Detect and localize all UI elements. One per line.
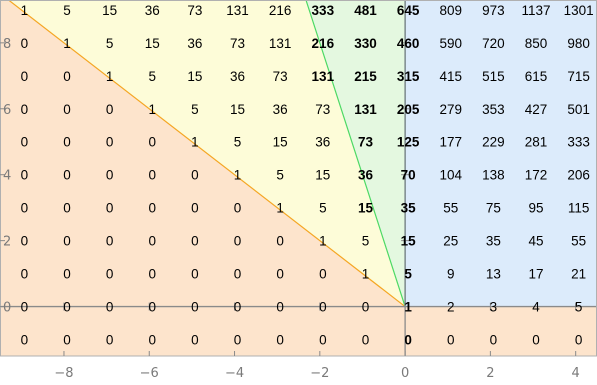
cell-value: 809 <box>439 2 463 18</box>
cell-value: 0 <box>63 134 71 150</box>
cell-value: 73 <box>315 101 331 117</box>
cell-value: 131 <box>268 35 292 51</box>
cell-value: 0 <box>105 332 114 348</box>
cell-value: 0 <box>20 332 29 348</box>
cell-value: 720 <box>482 35 505 51</box>
cell-value: 15 <box>272 134 288 150</box>
y-tick-label: 6 <box>3 102 12 118</box>
cell-value: 0 <box>276 299 284 315</box>
cell-value: 1 <box>361 266 370 282</box>
cell-value: 2 <box>446 299 455 315</box>
cell-value: 70 <box>400 167 416 183</box>
y-tick-label: 0 <box>3 300 12 316</box>
cell-value: 0 <box>319 266 327 282</box>
cell-value: 0 <box>20 101 29 117</box>
cell-value: 216 <box>311 35 335 51</box>
cell-value: 415 <box>439 68 463 84</box>
cell-value: 13 <box>485 266 501 282</box>
cell-value: 36 <box>272 101 288 117</box>
cell-value: 333 <box>311 2 335 18</box>
cell-value: 55 <box>571 233 587 249</box>
cell-value: 177 <box>439 134 463 150</box>
cell-value: 850 <box>524 35 548 51</box>
cell-value: 0 <box>105 266 114 282</box>
cell-value: 25 <box>443 233 459 249</box>
cell-value: 73 <box>272 68 288 84</box>
cell-value: 5 <box>191 101 199 117</box>
cell-value: 353 <box>482 101 505 117</box>
cell-value: 0 <box>63 200 71 216</box>
cell-value: 0 <box>105 101 114 117</box>
cell-value: 715 <box>567 68 590 84</box>
cell-value: 172 <box>524 167 548 183</box>
cell-value: 980 <box>567 35 590 51</box>
cell-value: 0 <box>191 332 199 348</box>
cell-value: 0 <box>191 167 199 183</box>
cell-value: 0 <box>191 266 199 282</box>
cell-value: 1 <box>63 35 71 51</box>
cell-value: 0 <box>20 233 29 249</box>
cell-value: 0 <box>148 167 157 183</box>
cell-value: 115 <box>567 200 590 216</box>
cell-value: 315 <box>396 68 420 84</box>
cell-value: 15 <box>187 68 203 84</box>
cell-value: 1 <box>20 2 29 18</box>
cell-value: 75 <box>485 200 501 216</box>
x-tick-label: −8 <box>54 366 74 381</box>
cell-value: 0 <box>148 200 157 216</box>
cell-value: 0 <box>63 266 71 282</box>
cell-value: 4 <box>532 299 540 315</box>
cell-value: 0 <box>191 200 199 216</box>
cell-value: 35 <box>400 200 416 216</box>
cell-value: 0 <box>361 299 370 315</box>
cell-value: 615 <box>524 68 548 84</box>
x-tick-label: 2 <box>486 366 495 381</box>
cell-value: 333 <box>567 134 590 150</box>
cell-value: 73 <box>230 35 246 51</box>
cell-value: 279 <box>439 101 463 117</box>
cell-value: 0 <box>148 332 157 348</box>
cell-value: 1 <box>404 299 412 315</box>
y-tick-label: 2 <box>3 234 12 250</box>
cell-value: 0 <box>191 233 199 249</box>
cell-value: 0 <box>63 332 71 348</box>
x-tick-label: 0 <box>400 366 410 381</box>
cell-value: 0 <box>233 299 242 315</box>
y-tick-label: 4 <box>3 168 12 184</box>
cell-value: 0 <box>105 200 114 216</box>
cell-value: 5 <box>63 2 71 18</box>
cell-value: 0 <box>63 233 71 249</box>
cell-value: 17 <box>528 266 544 282</box>
cell-value: 1 <box>276 200 284 216</box>
cell-value: 138 <box>482 167 505 183</box>
cell-value: 0 <box>361 332 370 348</box>
cell-value: 5 <box>319 200 327 216</box>
cell-value: 0 <box>148 233 157 249</box>
cell-value: 0 <box>446 332 455 348</box>
cell-value: 215 <box>354 68 377 84</box>
x-tick-label: −4 <box>224 366 245 381</box>
cell-value: 55 <box>443 200 459 216</box>
cell-value: 5 <box>148 68 157 84</box>
cell-value: 0 <box>489 332 498 348</box>
cell-value: 36 <box>230 68 246 84</box>
cell-value: 0 <box>148 134 157 150</box>
cell-value: 0 <box>276 266 284 282</box>
x-tick-label: −6 <box>139 366 159 381</box>
cell-value: 0 <box>532 332 540 348</box>
cell-value: 645 <box>396 2 420 18</box>
cell-value: 0 <box>20 266 29 282</box>
cell-value: 15 <box>400 233 416 249</box>
cell-value: 0 <box>319 332 327 348</box>
cell-value: 0 <box>191 299 199 315</box>
cell-value: 0 <box>148 266 157 282</box>
cell-value: 73 <box>187 2 203 18</box>
cell-value: 281 <box>524 134 548 150</box>
cell-value: 0 <box>20 200 29 216</box>
cell-value: 1301 <box>563 2 594 18</box>
cell-value: 205 <box>396 101 420 117</box>
cell-value: 104 <box>439 167 463 183</box>
cell-value: 36 <box>144 2 160 18</box>
cell-value: 36 <box>315 134 331 150</box>
cell-value: 5 <box>404 266 412 282</box>
cell-value: 0 <box>148 299 157 315</box>
cell-value: 1 <box>319 233 327 249</box>
cell-value: 125 <box>396 134 420 150</box>
cell-value: 73 <box>357 134 373 150</box>
cell-value: 5 <box>276 167 284 183</box>
cell-value: 460 <box>396 35 420 51</box>
cell-value: 0 <box>20 167 29 183</box>
cell-value: 0 <box>20 68 29 84</box>
cell-value: 501 <box>567 101 590 117</box>
cell-value: 0 <box>105 134 114 150</box>
y-tick-label: 8 <box>3 36 12 52</box>
cell-value: 5 <box>574 299 583 315</box>
cell-value: 330 <box>354 35 377 51</box>
cell-value: 15 <box>102 2 118 18</box>
cell-value: 15 <box>144 35 160 51</box>
x-tick-label: 4 <box>571 366 580 381</box>
cell-value: 0 <box>105 233 114 249</box>
cell-value: 0 <box>20 35 29 51</box>
cell-value: 36 <box>187 35 203 51</box>
cell-value: 5 <box>105 35 114 51</box>
cell-value: 0 <box>63 101 71 117</box>
cell-value: 15 <box>357 200 373 216</box>
cell-value: 216 <box>268 2 292 18</box>
cell-value: 15 <box>315 167 331 183</box>
cell-value: 0 <box>63 167 71 183</box>
cell-value: 131 <box>226 2 249 18</box>
cell-value: 0 <box>276 332 284 348</box>
cell-value: 15 <box>230 101 246 117</box>
cell-value: 0 <box>63 299 71 315</box>
cell-value: 1 <box>191 134 199 150</box>
cell-value: 0 <box>404 332 412 348</box>
cell-value: 973 <box>482 2 505 18</box>
cell-value: 0 <box>233 266 242 282</box>
cell-value: 35 <box>485 233 501 249</box>
cell-value: 9 <box>446 266 455 282</box>
cell-value: 0 <box>574 332 583 348</box>
cell-value: 5 <box>361 233 370 249</box>
cell-value: 0 <box>105 299 114 315</box>
cell-value: 0 <box>319 299 327 315</box>
cell-value: 0 <box>63 68 71 84</box>
cell-value: 5 <box>233 134 242 150</box>
cell-value: 36 <box>357 167 373 183</box>
cell-value: 229 <box>482 134 505 150</box>
cell-value: 0 <box>233 200 242 216</box>
cell-value: 206 <box>567 167 590 183</box>
cell-value: 0 <box>233 233 242 249</box>
cell-value: 0 <box>276 233 284 249</box>
x-tick-label: −2 <box>310 366 330 381</box>
cell-value: 3 <box>489 299 498 315</box>
cell-value: 1 <box>233 167 242 183</box>
cell-value: 1 <box>105 68 114 84</box>
cell-value: 45 <box>528 233 544 249</box>
cell-value: 0 <box>105 167 114 183</box>
cell-value: 590 <box>439 35 463 51</box>
cell-value: 131 <box>311 68 335 84</box>
cell-value: 0 <box>20 134 29 150</box>
cell-value: 131 <box>354 101 377 117</box>
cell-value: 0 <box>20 299 29 315</box>
cell-value: 1137 <box>521 2 551 18</box>
cell-value: 1 <box>148 101 157 117</box>
cell-value: 0 <box>233 332 242 348</box>
cell-value: 515 <box>482 68 505 84</box>
cell-value: 95 <box>528 200 544 216</box>
cell-value: 427 <box>524 101 548 117</box>
cell-value: 481 <box>354 2 377 18</box>
cell-value: 21 <box>571 266 587 282</box>
